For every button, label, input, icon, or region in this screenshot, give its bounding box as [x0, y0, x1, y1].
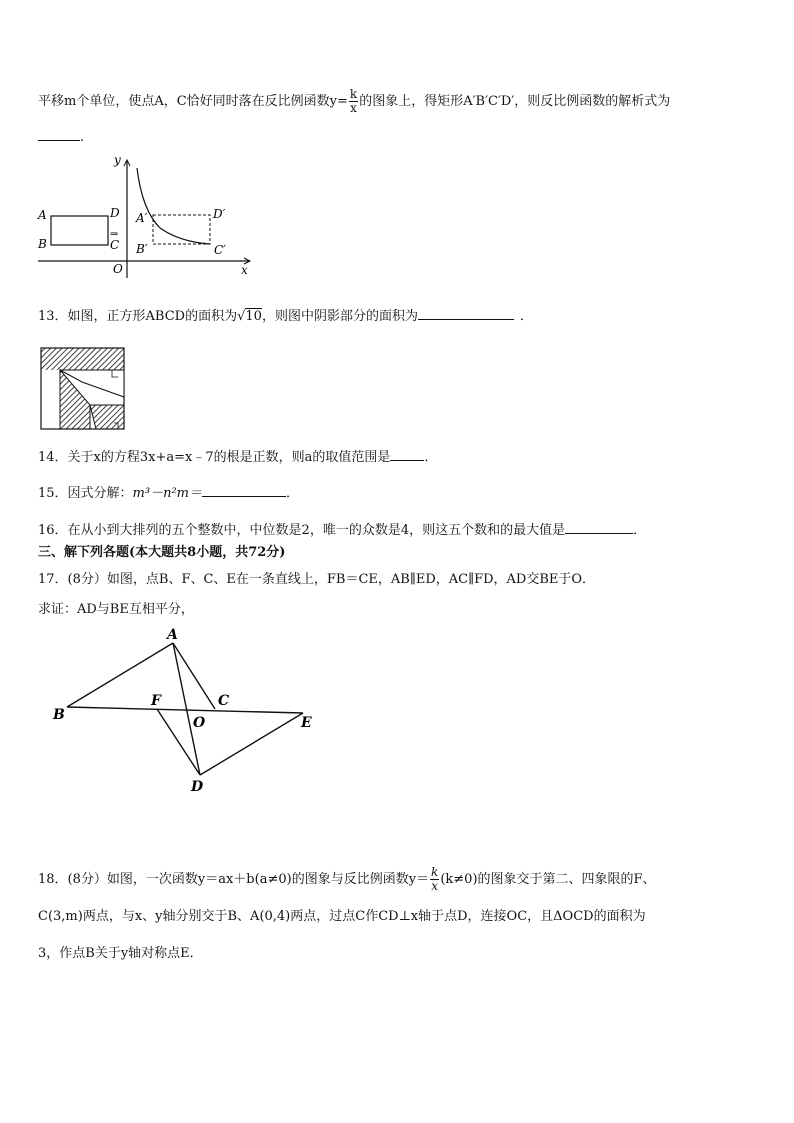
q12-frac-den: x [350, 101, 357, 115]
q12-label-D: D [110, 206, 120, 220]
q17-figure [45, 625, 335, 795]
q17-segment-BE [67, 707, 303, 713]
q13-text-b: ，则图中阴影部分的面积为 [261, 309, 418, 324]
q12-label-D1: D′ [213, 207, 226, 221]
q17-label-E: E [301, 715, 312, 731]
q17-line1: 17．(8分）如图，点B、F、C、E在一条直线上，FB＝CE，AB∥ED，AC∥FD，AD交BE于O． [38, 572, 596, 587]
q13-shade-bottom-right [90, 405, 124, 429]
q12-label-C1: C′ [214, 243, 226, 257]
q15-text-a: 15．因式分解： [38, 486, 133, 501]
q12-fraction [349, 88, 358, 115]
q15-expression: m³－n²m＝ [132, 486, 202, 501]
q13-figure [40, 347, 126, 431]
q18-line3: 3，作点B关于y轴对称点E． [38, 946, 203, 961]
q18-line1-b: (k≠0)的图象交于第二、四象限的F、 [440, 872, 656, 887]
q14-end: ． [424, 450, 438, 465]
q12-text-a: 平移m个单位，使点A，C恰好同时落在反比例函数y= [38, 94, 348, 109]
q13-sqrt [237, 308, 262, 326]
q17-segment-DE [200, 713, 303, 775]
q13-end: ． [519, 309, 533, 324]
q14-text [38, 447, 437, 467]
q17-label-A: A [167, 627, 178, 643]
q17-label-D: D [191, 779, 204, 795]
q15-answer-blank[interactable] [202, 483, 286, 497]
section-title: 三、解下列各题(本大题共8小题，共72分) [38, 545, 286, 560]
q14-text-a: 14．关于x的方程3x+a=x﹣7的根是正数，则a的取值范围是 [38, 450, 391, 465]
q13-text [38, 306, 533, 326]
q17-label-F: F [151, 693, 161, 709]
q12-label-B1: B′ [136, 242, 148, 256]
q18-line1-a: 18．(8分）如图，一次函数y＝ax＋b(a≠0)的图象与反比例函数y＝ [38, 872, 430, 887]
q13-text-a: 13．如图，正方形ABCD的面积为 [38, 309, 238, 324]
q16-text-a: 16．在从小到大排列的五个整数中，中位数是2，唯一的众数是4，则这五个数和的最大值是 [38, 523, 566, 538]
q18-frac-num: k [431, 865, 439, 879]
q12-answer-line [38, 127, 84, 147]
q17-label-O: O [193, 715, 206, 731]
q12-label-x: x [241, 263, 248, 277]
q17-label-B: B [53, 707, 65, 723]
q13-shade-top [41, 348, 124, 370]
q12-label-A1: A′ [136, 211, 148, 225]
q18-line2: C(3,m)两点，与x、y轴分别交于B、A(0,4)两点，过点C作CD⊥x轴于点D，连接OC，且ΔOCD的面积为 [38, 909, 646, 924]
q13-answer-blank[interactable] [418, 306, 514, 320]
q12-label-y: y [114, 153, 121, 167]
q12-rect-abcd [51, 216, 108, 245]
q18-frac-den: x [431, 879, 439, 893]
q12-label-C: C [110, 238, 120, 252]
q18-fraction [430, 866, 439, 893]
q18-line1 [38, 866, 656, 893]
q12-text [38, 88, 670, 115]
q16-text [38, 520, 646, 540]
q13-sqrt-value: 10 [245, 309, 262, 324]
q16-end: ． [633, 523, 647, 538]
q17-label-C: C [218, 693, 230, 709]
q12-label-B: B [38, 237, 47, 251]
q12-frac-num: k [349, 87, 358, 101]
q12-label-A: A [38, 208, 47, 222]
q14-answer-blank[interactable] [390, 447, 424, 461]
q12-text-b: 的图象上，得矩形A′B′C′D′，则反比例函数的解析式为 [359, 94, 671, 109]
q12-label-origin: O [113, 262, 123, 276]
sqrt-sign-icon: √ [237, 309, 246, 324]
q17-line2: 求证：AD与BE互相平分， [38, 602, 194, 617]
q16-answer-blank[interactable] [565, 520, 633, 534]
q15-text [38, 483, 299, 503]
q12-answer-blank[interactable] [38, 127, 80, 141]
q15-end: ． [286, 486, 300, 501]
q12-shift-arrow: ⇒ [110, 229, 119, 240]
q12-hyperbola-curve [137, 168, 210, 244]
q12-figure [30, 150, 260, 280]
q12-end: . [80, 130, 85, 145]
